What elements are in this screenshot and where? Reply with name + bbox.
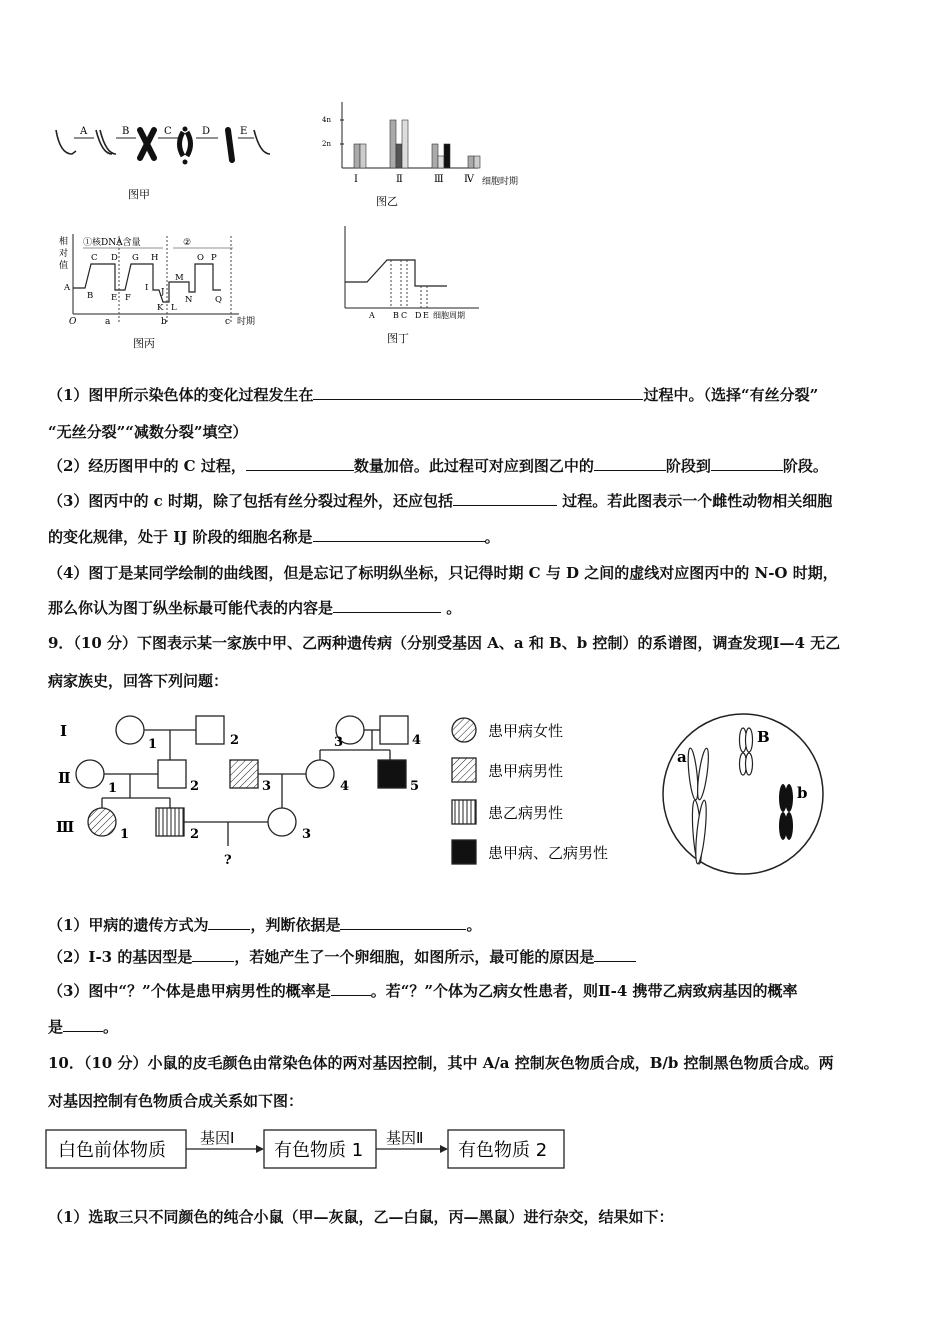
pt: I <box>145 283 149 293</box>
pt: J <box>161 287 165 297</box>
legend-label: 患甲病、乙病男性 <box>488 844 609 862</box>
answer-blank[interactable] <box>63 1016 103 1032</box>
id-num: 1 <box>108 781 118 796</box>
id-num: 3 <box>334 735 344 750</box>
q9-sub1: （1）甲病的遗传方式为 ，判断依据是 。 <box>48 916 482 934</box>
figure-yi <box>310 98 540 213</box>
bar <box>390 120 396 168</box>
pt: E <box>111 293 118 303</box>
pt: P <box>211 253 217 263</box>
answer-blank[interactable] <box>594 455 666 471</box>
xtick: E <box>423 311 429 320</box>
pt: H <box>151 253 159 263</box>
label-d: D <box>202 126 211 137</box>
answer-blank[interactable] <box>453 490 557 506</box>
individual-II-3 <box>230 760 258 788</box>
id-num: 2 <box>190 827 200 842</box>
id-num: 3 <box>302 827 312 842</box>
ylabel: 相 <box>59 237 69 247</box>
legend-female-a <box>452 718 476 742</box>
caption-ding: 图丁 <box>387 332 409 345</box>
id-num: 4 <box>412 733 422 748</box>
ylabel: 值 <box>59 261 69 271</box>
chromosome-x <box>140 130 154 158</box>
box-label: 有色物质 2 <box>458 1140 548 1161</box>
legend-label: 患乙病男性 <box>488 804 564 822</box>
bar <box>444 144 450 168</box>
q10-head: 10．（10 分）小鼠的皮毛颜色由常染色体的两对基因控制，其中 A/a 控制灰色物质合成，B/b 控制黑色物质合成。两 <box>48 1054 834 1072</box>
legend-label: 患甲病男性 <box>488 762 564 780</box>
answer-blank[interactable] <box>331 980 371 996</box>
id-num: 1 <box>148 737 158 752</box>
q9-sub3-cont: 是 。 <box>48 1018 119 1036</box>
bar <box>474 156 480 168</box>
bar <box>438 156 444 168</box>
xtick: A <box>369 311 375 320</box>
ylabel: 对 <box>59 249 69 259</box>
q10-head-cont: 对基因控制有色物质合成关系如下图： <box>48 1092 304 1110</box>
pt: B <box>87 291 94 301</box>
pt: K <box>157 303 164 313</box>
xtick: D <box>415 311 422 320</box>
q8-part3-cont: 的变化规律，处于 IJ 阶段的细胞名称是 。 <box>48 528 500 546</box>
pedigree-chart <box>50 708 650 883</box>
q8-part3: （3）图丙中的 c 时期，除了包括有丝分裂过程外，还应包括 过程。若此图表示一个雌性动物相关细胞 <box>48 492 833 510</box>
q8-part2: （2）经历图甲中的 C 过程， 数量加倍。此过程可对应到图乙中的 阶段到 阶段。 <box>48 457 828 475</box>
bar <box>354 144 360 168</box>
pt: L <box>171 303 177 313</box>
individual-I-2 <box>196 716 224 744</box>
xtick: c <box>225 317 231 327</box>
legend-male-a <box>452 758 476 782</box>
answer-blank[interactable] <box>340 914 466 930</box>
caption-yi: 图乙 <box>376 195 398 208</box>
bar <box>432 144 438 168</box>
x-label: 时期 <box>237 317 256 327</box>
title-2: ② <box>183 238 192 248</box>
x-label: 细胞周期 <box>433 311 465 320</box>
q9-sub3: （3）图中“？”个体是患甲病男性的概率是 。若“？”个体为乙病女性患者，则Ⅱ-4 携带乙病致病基因的概率 <box>48 982 798 1000</box>
answer-blank[interactable] <box>313 526 485 542</box>
q9-head: 9．（10 分）下图表示某一家族中甲、乙两种遗传病（分别受基因 A、a 和 B、b 控制）的系谱图，调查发现Ⅰ—4 无乙 <box>48 634 841 652</box>
caption-bing: 图丙 <box>133 337 155 350</box>
id-num: 2 <box>230 733 240 748</box>
generation-label: Ⅱ <box>58 769 71 787</box>
q8-part1: （1）图甲所示染色体的变化过程发生在 过程中。（选择“有丝分裂” <box>48 386 819 404</box>
answer-blank[interactable] <box>594 946 636 962</box>
pt: Q <box>215 295 222 305</box>
bar <box>360 144 366 168</box>
pt: M <box>175 273 184 283</box>
curve <box>345 260 447 286</box>
answer-blank[interactable] <box>313 384 643 400</box>
figure-bing <box>55 232 270 354</box>
label-a: A <box>80 126 88 137</box>
xtick: Ⅱ <box>396 174 403 185</box>
id-num: 4 <box>340 779 350 794</box>
figure-ding <box>335 222 495 350</box>
pt: G <box>132 253 139 263</box>
answer-blank[interactable] <box>208 914 250 930</box>
pt: C <box>91 253 98 263</box>
pt: N <box>185 295 193 305</box>
chromosome-a <box>56 130 76 154</box>
ytick-2n: 2n <box>322 140 331 148</box>
individual-III-2 <box>156 808 184 836</box>
answer-blank[interactable] <box>246 455 354 471</box>
ytick-4n: 4n <box>322 116 331 124</box>
pathway-diagram <box>44 1125 574 1175</box>
gene-label-a: a <box>677 748 687 766</box>
individual-II-1 <box>76 760 104 788</box>
origin: O <box>69 317 77 327</box>
figure-jia <box>50 118 280 203</box>
individual-II-5 <box>378 760 406 788</box>
egg-cell-figure <box>655 712 835 877</box>
q8-part4-cont: 那么你认为图丁纵坐标最可能代表的内容是 。 <box>48 599 462 617</box>
individual-II-4 <box>306 760 334 788</box>
pt: A <box>64 283 71 293</box>
bar <box>402 120 408 168</box>
q9-head-cont: 病家族史，回答下列问题： <box>48 672 229 690</box>
gene-label-B: B <box>757 728 770 746</box>
individual-I-4 <box>380 716 408 744</box>
bar <box>468 156 474 168</box>
gene2-label: 基因Ⅱ <box>386 1129 424 1147</box>
individual-II-2 <box>158 760 186 788</box>
xtick: Ⅳ <box>464 174 474 185</box>
gene-label-b: b <box>797 784 808 802</box>
individual-III-3 <box>268 808 296 836</box>
bars <box>354 120 480 168</box>
xtick: Ⅲ <box>434 174 444 185</box>
legend-label: 患甲病女性 <box>488 722 564 740</box>
answer-blank[interactable] <box>192 946 234 962</box>
generation-label: Ⅰ <box>60 722 68 740</box>
answer-blank[interactable] <box>333 597 441 613</box>
box-label: 白色前体物质 <box>58 1140 166 1161</box>
pt: D <box>111 253 118 263</box>
unknown-individual: ? <box>224 853 232 868</box>
pt: F <box>125 293 131 303</box>
chromosome-single <box>228 130 232 160</box>
label-e: E <box>240 126 248 137</box>
x-label: 细胞时期 <box>482 177 519 187</box>
legend-male-b <box>452 800 476 824</box>
individual-III-1 <box>88 808 116 836</box>
id-num: 1 <box>120 827 130 842</box>
xtick: b <box>161 317 167 327</box>
id-num: 3 <box>262 779 272 794</box>
label-b: B <box>122 126 130 137</box>
bar <box>396 144 402 168</box>
xtick: a <box>105 317 111 327</box>
caption-jia: 图甲 <box>128 188 150 201</box>
q10-sub1: （1）选取三只不同颜色的纯合小鼠（甲—灰鼠，乙—白鼠，丙—黑鼠）进行杂交，结果如下： <box>48 1208 674 1226</box>
id-num: 2 <box>190 779 200 794</box>
id-num: 5 <box>410 779 420 794</box>
q8-part4: （4）图丁是某同学绘制的曲线图，但是忘记了标明纵坐标，只记得时期 C 与 D 之间的虚线对应图丙中的 N-O 时期， <box>48 564 838 582</box>
generation-label: Ⅲ <box>56 818 75 836</box>
xtick: Ⅰ <box>354 174 358 185</box>
individual-I-1 <box>116 716 144 744</box>
xtick: C <box>401 311 408 320</box>
answer-blank[interactable] <box>711 455 783 471</box>
q8-part1-cont: “无丝分裂”“减数分裂”填空） <box>48 423 248 441</box>
q9-sub2: （2）Ⅰ-3 的基因型是 ，若她产生了一个卵细胞，如图所示，最可能的原因是 <box>48 946 636 968</box>
title-dna: ①核DNA含量 <box>83 238 141 248</box>
gene1-label: 基因Ⅰ <box>200 1129 235 1147</box>
label-c: C <box>164 126 172 137</box>
legend-male-ab <box>452 840 476 864</box>
xtick: B <box>393 311 399 320</box>
box-label: 有色物质 1 <box>274 1140 364 1161</box>
pt: O <box>197 253 204 263</box>
chromosome-separating <box>180 132 191 156</box>
